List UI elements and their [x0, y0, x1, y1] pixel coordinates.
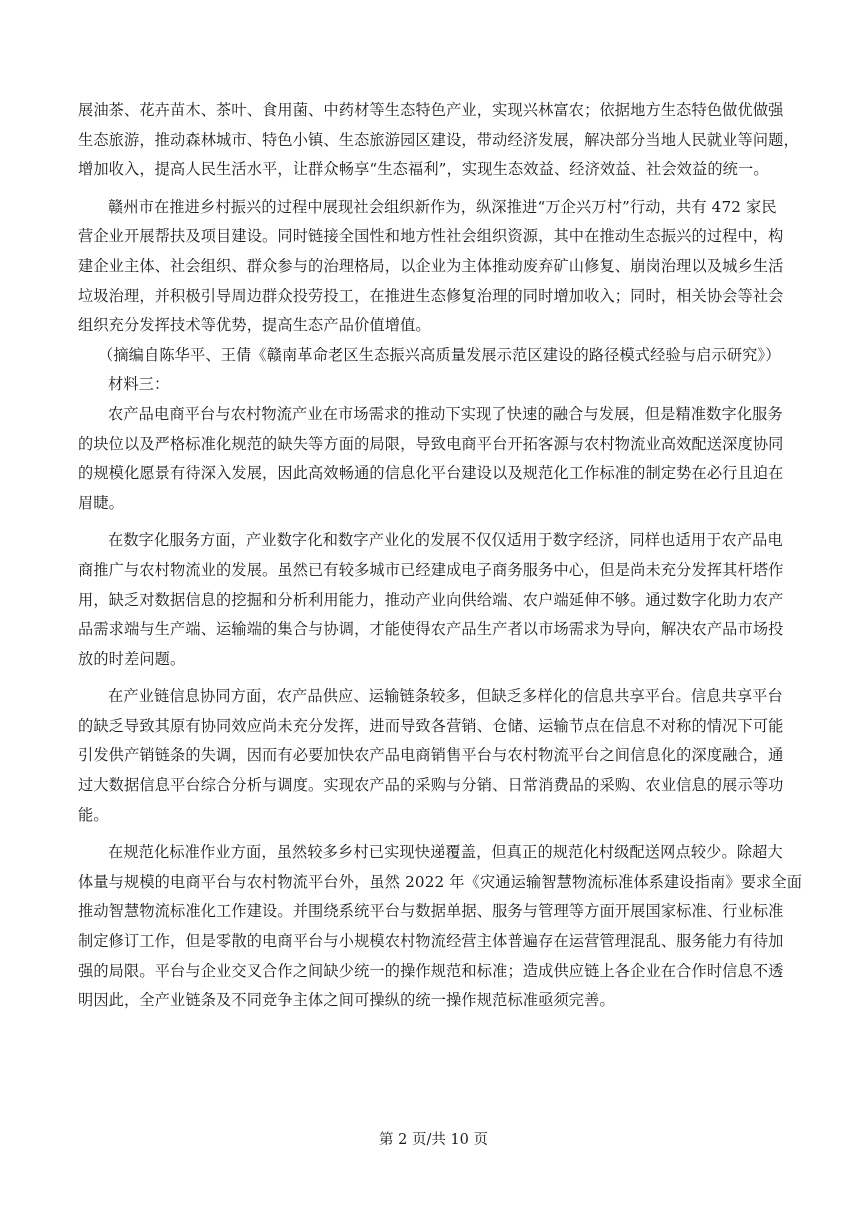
- text-line: 体量与规模的电商平台与农村物流平台外，虽然 2022 年《灾通运输智慧物流标准体系建设指南》要求全面: [78, 872, 803, 891]
- text-line: 放的时差问题。: [78, 649, 186, 668]
- paragraph: [78, 682, 790, 830]
- text-line: 在规范化标准作业方面，虽然较多乡村已实现快递覆盖，但真正的规范化村级配送网点较少。除超大: [108, 843, 783, 862]
- section-label: 材料三：: [108, 375, 170, 394]
- text-line: 营企业开展帮扶及项目建设。同时链接全国性和地方性社会组织资源，其中在推动生态振兴的过程中，构: [78, 227, 784, 246]
- text-line: 能。: [78, 805, 109, 824]
- text-line: 的规模化愿景有待深入发展，因此高效畅通的信息化平台建设以及规范化工作标准的制定势在必行且迫在: [78, 464, 784, 483]
- paragraph: [78, 193, 790, 341]
- text-line: 在产业链信息协同方面，农产品供应、运输链条较多，但缺乏多样化的信息共享平台。信息共享平台: [108, 687, 783, 706]
- text-line: 推动智慧物流标准化工作建设。并围绕系统平台与数据单据、服务与管理等方面开展国家标准、行业标准: [78, 902, 784, 921]
- text-line: 过大数据信息平台综合分析与调度。实现农产品的采购与分销、日常消费品的采购、农业信息的展示等功: [78, 776, 784, 795]
- document-page: [78, 96, 803, 1016]
- text-line: 品需求端与生产端、运输端的集合与协调，才能使得农产品生产者以市场需求为导向，解决农产品市场投: [78, 620, 784, 639]
- text-line: 的块位以及严格标准化规范的缺失等方面的局限，导致电商平台开拓客源与农村物流业高效配送深度协同: [78, 434, 784, 453]
- text-line: 展油茶、花卉苗木、茶叶、食用菌、中药材等生态特色产业，实现兴林富农；依据地方生态特色做优做强: [78, 101, 784, 119]
- text-line: 明因此，全产业链条及不同竞争主体之间可操纵的统一操作规范标准亟须完善。: [78, 991, 615, 1010]
- paragraph: [78, 96, 799, 185]
- text-line: 垃圾治理，并积极引导周边群众投劳投工，在推进生态修复治理的同时增加收入；同时，相关协会等社会: [78, 286, 784, 305]
- text-line: 建企业主体、社会组织、群众参与的治理格局，以企业为主体推动废弃矿山修复、崩岗治理以及城乡生活: [78, 256, 784, 275]
- text-line: 引发供产销链条的失调，因而有必要加快农产品电商销售平台与农村物流平台之间信息化的深度融合，通: [78, 746, 784, 765]
- paragraph: [78, 838, 803, 1016]
- paragraph: [78, 526, 790, 674]
- text-line: 商推广与农村物流业的发展。虽然已有较多城市已经建成电子商务服务中心，但是尚未充分发挥其杆塔作: [78, 560, 784, 579]
- text-line: 制定修订工作，但是零散的电商平台与小规模农村物流经营主体普遍存在运营管理混乱、服务能力有待加: [78, 932, 784, 951]
- text-line: 生态旅游，推动森林城市、特色小镇、生态旅游园区建设，带动经济发展，解决部分当地人民就业等问题，: [78, 130, 799, 149]
- text-line: 在数字化服务方面，产业数字化和数字产业化的发展不仅仅适用于数字经济，同样也适用于农产品电: [108, 531, 783, 550]
- page-number: 第 2 页/共 10 页: [379, 1132, 488, 1148]
- text-line: 眉睫。: [78, 493, 125, 512]
- text-line: 增加收入，提高人民生活水平，让群众畅享“生态福利”，实现生态效益、经济效益、社会效益的统一。: [78, 160, 769, 179]
- text-line: 农产品电商平台与农村物流产业在市场需求的推动下实现了快速的融合与发展，但是精准数字化服务: [108, 404, 783, 423]
- text-line: 的缺乏导致其原有协同效应尚未充分发挥，进而导致各营销、仓储、运输节点在信息不对称的情况下可能: [78, 716, 784, 735]
- text-line: 强的局限。平台与企业交叉合作之间缺少统一的操作规范和标准；造成供应链上各企业在合作时信息不透: [78, 961, 784, 980]
- text-line: 组织充分发挥技术等优势，提高生态产品价值增值。: [78, 316, 431, 335]
- text-line: 用，缺乏对数据信息的挖掘和分析利用能力，推动产业向供给端、农户端延伸不够。通过数字化助力农产: [78, 590, 784, 609]
- paragraph: [78, 400, 790, 518]
- text-line: 赣州市在推进乡村振兴的过程中展现社会组织新作为，纵深推进“万企兴万村”行动，共有 472 家民: [108, 197, 777, 216]
- source-citation: （摘编自陈华平、王倩《赣南革命老区生态振兴高质量发展示范区建设的路径模式经验与启示研究》）: [98, 345, 781, 364]
